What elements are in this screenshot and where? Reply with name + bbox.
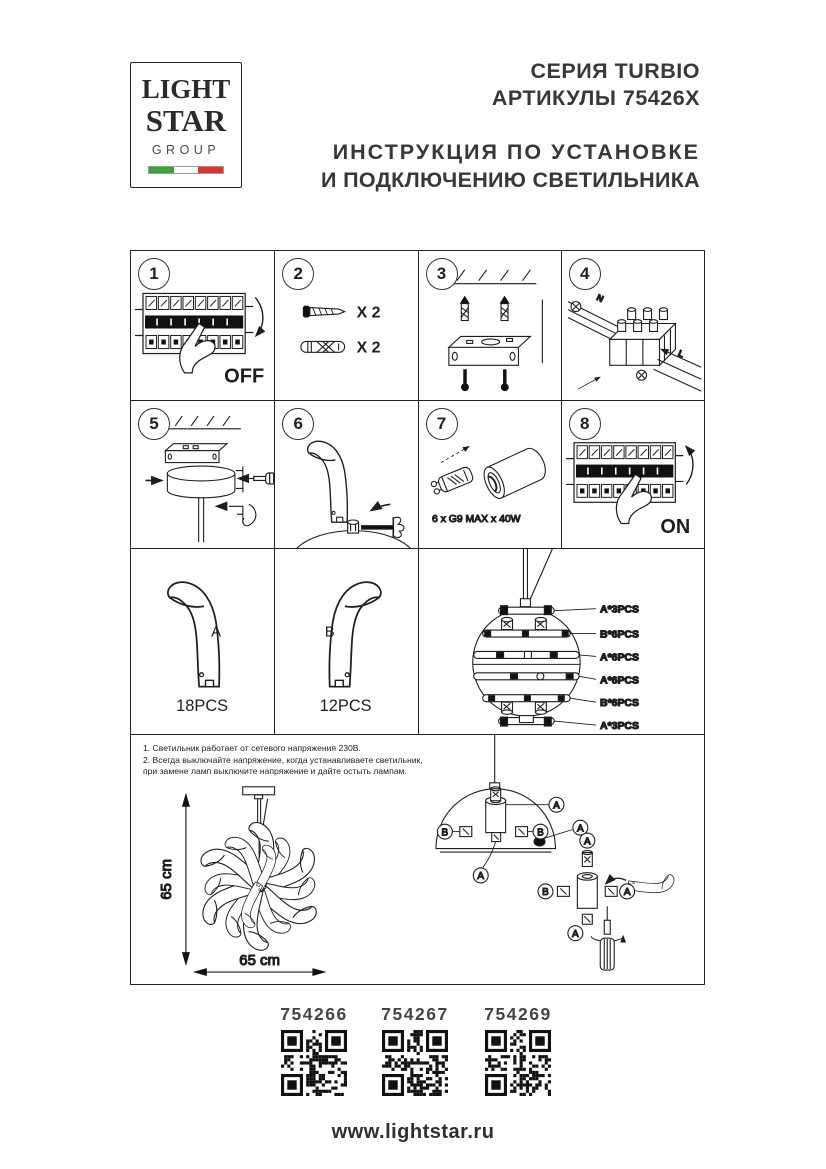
blade-flower [197, 821, 320, 952]
logo-text-light: LIGHT [141, 74, 231, 104]
step-1-number: 1 [138, 258, 170, 290]
step-4-number: 4 [569, 258, 601, 290]
instruction-title-line2: И ПОДКЛЮЧЕНИЮ СВЕТИЛЬНИКА [321, 168, 700, 192]
note-line-2: 2. Всегда выключайте напряжение, когда устанавливаете светильник, [143, 754, 423, 765]
svg-text:A: A [572, 928, 579, 940]
svg-text:A*3PCS: A*3PCS [599, 721, 639, 733]
svg-text:A: A [211, 624, 222, 641]
width-dimension [193, 968, 326, 976]
svg-text:B*6PCS: B*6PCS [599, 629, 639, 641]
svg-text:L: L [676, 348, 686, 360]
part-a-panel [131, 548, 274, 734]
screw-icon [303, 306, 345, 318]
step-6-panel [274, 400, 417, 548]
wall-anchor-icon [301, 341, 345, 352]
svg-text:B: B [324, 624, 335, 641]
website-url: www.lightstar.ru [331, 1121, 495, 1143]
instruction-grid [130, 250, 705, 985]
svg-text:X 2: X 2 [356, 339, 381, 357]
step-8-number: 8 [569, 408, 601, 440]
article-number-3: 754269 [484, 1004, 552, 1024]
note-line-1: 1. Светильник работает от сетевого напряжения 230В. [143, 743, 361, 753]
part-a-blade-diagram [131, 549, 274, 734]
dome-assembly [436, 735, 588, 883]
socket-detail [538, 833, 675, 970]
article-number-1: 754266 [280, 1004, 348, 1024]
blade-row-3 [473, 651, 578, 658]
step-2-panel [274, 251, 417, 400]
articles-title: АРТИКУЛЫ 75426X [491, 86, 700, 110]
blade-row-4 [473, 673, 578, 680]
series-title: СЕРИЯ TURBIO [530, 59, 700, 83]
screwdriver-vertical [591, 906, 623, 970]
instruction-title-line1: ИНСТРУКЦИЯ ПО УСТАНОВКЕ [332, 140, 700, 164]
step-8-panel [561, 400, 704, 548]
blade-row-1 [498, 606, 554, 615]
svg-text:6 x G9 MAX x 40W: 6 x G9 MAX x 40W [431, 514, 521, 526]
step-3-number: 3 [426, 258, 458, 290]
lamp-shade-icon [479, 445, 549, 502]
svg-text:A*6PCS: A*6PCS [599, 675, 639, 687]
svg-text:18PCS: 18PCS [176, 697, 229, 716]
svg-text:A: A [623, 887, 631, 899]
italian-flag-stripe [148, 166, 224, 174]
chandelier-drawing [197, 787, 320, 952]
sphere-assembly-panel [418, 548, 705, 734]
step-1-panel [131, 251, 274, 400]
svg-text:A: A [477, 871, 485, 883]
step-7-panel [418, 400, 561, 548]
step-5-panel [131, 400, 274, 548]
svg-text:OFF: OFF [224, 365, 265, 388]
step-3-panel [418, 251, 561, 400]
svg-text:A*3PCS: A*3PCS [599, 604, 639, 616]
svg-text:A: A [577, 823, 584, 835]
svg-text:65 cm: 65 cm [157, 859, 175, 900]
svg-text:B: B [441, 827, 449, 839]
logo-text-star: STAR [145, 103, 227, 138]
svg-text:N: N [594, 292, 605, 305]
overview-panel [131, 734, 704, 984]
g9-bulb-icon [429, 466, 473, 496]
step-5-number: 5 [138, 408, 170, 440]
sphere-assembly-diagram [419, 549, 705, 734]
svg-text:A: A [583, 836, 591, 848]
svg-text:B*6PCS: B*6PCS [599, 698, 639, 710]
svg-text:65 cm: 65 cm [239, 952, 280, 970]
part-b-panel [274, 548, 417, 734]
header-titles [321, 58, 700, 194]
step-7-number: 7 [426, 408, 458, 440]
qr-code-3 [485, 1030, 551, 1096]
step-4-panel [561, 251, 704, 400]
svg-text:B: B [537, 827, 544, 839]
lightstar-logo [130, 62, 242, 188]
note-line-3: при замене ламп выключите напряжение и дайте остыть лампам. [143, 766, 407, 776]
svg-text:B: B [542, 887, 549, 899]
svg-text:ON: ON [660, 516, 690, 539]
svg-text:X 2: X 2 [356, 304, 381, 322]
qr-code-2 [382, 1030, 448, 1096]
part-b-blade-diagram [275, 549, 417, 734]
safety-notes [143, 743, 423, 778]
step-2-number: 2 [282, 258, 314, 290]
svg-text:12PCS: 12PCS [319, 697, 372, 716]
svg-text:A*6PCS: A*6PCS [599, 652, 639, 664]
svg-text:A: A [553, 800, 560, 812]
step-6-number: 6 [282, 408, 314, 440]
article-number-2: 754267 [381, 1004, 449, 1024]
qr-code-1 [281, 1030, 347, 1096]
logo-text-group: GROUP [151, 143, 221, 157]
height-dimension [182, 793, 190, 966]
